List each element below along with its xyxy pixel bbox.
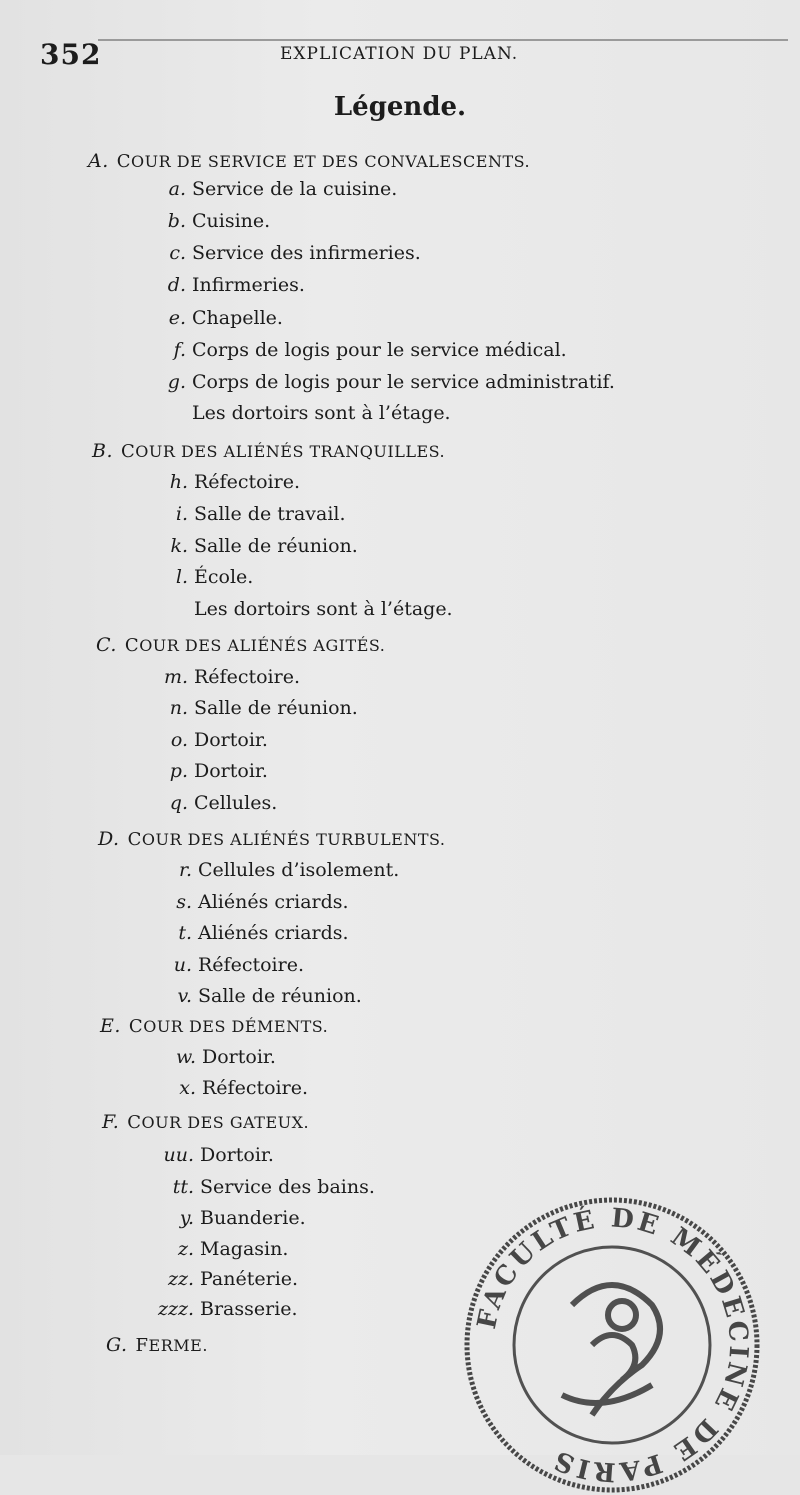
item-letter: a.	[168, 178, 186, 200]
item-letter: b.	[167, 210, 186, 232]
item-letter: uu.	[163, 1144, 194, 1166]
section-title: COUR DES DÉMENTS.	[128, 1016, 329, 1037]
legend-item	[160, 473, 300, 492]
legend-section-a	[88, 152, 530, 171]
section-letter: B.	[92, 440, 114, 462]
item-letter: d.	[167, 274, 186, 296]
item-letter: z.	[177, 1238, 194, 1260]
item-text: Service de la cuisine.	[192, 178, 398, 200]
section-title: COUR DES ALIÉNÉS TURBULENTS.	[127, 829, 446, 850]
legend-item	[158, 276, 305, 295]
item-text: Réfectoire.	[194, 471, 300, 493]
section-letter: C.	[96, 634, 117, 656]
item-letter: g.	[167, 371, 186, 393]
item-letter: h.	[169, 471, 188, 493]
legend-item	[160, 600, 453, 619]
item-letter: t.	[178, 922, 192, 944]
header-rule	[98, 39, 788, 41]
legend-item	[158, 404, 451, 423]
item-text: Panéterie.	[200, 1268, 299, 1290]
section-letter: A.	[88, 150, 109, 172]
legend-item	[158, 373, 615, 392]
item-text: Salle de travail.	[194, 503, 346, 525]
item-text: Dortoir.	[200, 1144, 274, 1166]
legend-section-g	[106, 1336, 208, 1355]
item-letter: i.	[175, 503, 188, 525]
item-letter: zz.	[167, 1268, 194, 1290]
item-letter: n.	[169, 697, 188, 719]
legend-item	[160, 505, 346, 524]
legend-item	[160, 794, 277, 813]
legend-item	[166, 1048, 276, 1067]
item-text: Corps de logis pour le service administratif.	[192, 371, 615, 393]
legend-section-d	[98, 830, 445, 849]
item-text: Cuisine.	[192, 210, 271, 232]
item-letter: v.	[177, 985, 192, 1007]
item-letter: r.	[178, 859, 192, 881]
legend-section-e	[100, 1017, 328, 1036]
legend-item	[160, 537, 358, 556]
legend-item	[158, 1209, 306, 1228]
legend-item	[160, 699, 358, 718]
item-text: Corps de logis pour le service médical.	[192, 339, 567, 361]
legend-section-f	[102, 1113, 309, 1132]
item-text: Service des bains.	[200, 1176, 375, 1198]
item-letter: tt.	[172, 1176, 194, 1198]
item-letter: c.	[169, 242, 186, 264]
legend-item	[158, 180, 397, 199]
page-header	[40, 38, 780, 78]
legend-item	[158, 309, 283, 328]
item-text: Chapelle.	[192, 307, 283, 329]
section-letter: D.	[98, 828, 120, 850]
item-text: Aliénés criards.	[198, 922, 349, 944]
item-text: Magasin.	[200, 1238, 289, 1260]
legend-item	[158, 1240, 288, 1259]
item-text: Les dortoirs sont à l’étage.	[192, 402, 451, 424]
legend-item	[158, 341, 567, 360]
item-letter: o.	[170, 729, 188, 751]
legend-item	[164, 924, 349, 943]
item-text: Dortoir.	[194, 760, 268, 782]
item-text: Dortoir.	[194, 729, 268, 751]
item-text: Buanderie.	[200, 1207, 306, 1229]
legend-item	[166, 1079, 308, 1098]
legend-item	[164, 956, 304, 975]
section-letter: E.	[100, 1015, 121, 1037]
item-letter: u.	[173, 954, 192, 976]
legend-heading: Légende.	[333, 92, 467, 122]
library-stamp-icon	[462, 1195, 762, 1495]
item-text: Réfectoire.	[202, 1077, 308, 1099]
legend-section-b	[92, 442, 445, 461]
item-text: Salle de réunion.	[194, 535, 358, 557]
item-letter: f.	[173, 339, 186, 361]
item-letter: m.	[163, 666, 188, 688]
legend-item	[160, 731, 268, 750]
section-letter: F.	[102, 1111, 120, 1133]
item-text: Cellules.	[194, 792, 278, 814]
running-title: EXPLICATION DU PLAN.	[280, 44, 519, 64]
legend-item	[164, 861, 399, 880]
legend-item	[158, 1270, 298, 1289]
item-letter: e.	[168, 307, 186, 329]
legend-item	[158, 244, 421, 263]
item-text: Les dortoirs sont à l’étage.	[194, 598, 453, 620]
item-text: Aliénés criards.	[198, 891, 349, 913]
item-letter: s.	[176, 891, 192, 913]
item-text: Cellules d’isolement.	[198, 859, 400, 881]
legend-item	[164, 893, 349, 912]
item-letter: zzz.	[158, 1298, 195, 1320]
legend-item	[164, 987, 362, 1006]
section-title: COUR DES GATEUX.	[127, 1112, 310, 1133]
legend-item	[158, 1300, 298, 1319]
item-text: Réfectoire.	[198, 954, 304, 976]
legend-item	[158, 1146, 274, 1165]
section-title: COUR DES ALIÉNÉS AGITÉS.	[124, 635, 386, 656]
section-title: COUR DES ALIÉNÉS TRANQUILLES.	[121, 441, 446, 462]
item-letter: y.	[179, 1207, 194, 1229]
item-text: Brasserie.	[200, 1298, 298, 1320]
section-letter: G.	[106, 1334, 128, 1356]
item-text: École.	[194, 566, 254, 588]
stamp-text: FACULTÉ DE MÉDECINE DE PARIS	[472, 1203, 754, 1487]
item-letter: x.	[179, 1077, 196, 1099]
item-letter: p.	[169, 760, 188, 782]
item-letter: w.	[175, 1046, 196, 1068]
legend-item	[160, 762, 268, 781]
legend-item	[158, 1178, 375, 1197]
legend-item	[160, 568, 253, 587]
section-title: FERME.	[135, 1335, 208, 1356]
legend-section-c	[96, 636, 385, 655]
item-text: Infirmeries.	[192, 274, 305, 296]
item-text: Dortoir.	[202, 1046, 276, 1068]
item-letter: l.	[175, 566, 188, 588]
item-letter: k.	[170, 535, 188, 557]
legend-item	[158, 212, 270, 231]
item-text: Réfectoire.	[194, 666, 300, 688]
legend-item	[160, 668, 300, 687]
item-text: Salle de réunion.	[194, 697, 358, 719]
item-letter: q.	[169, 792, 188, 814]
page-number: 352	[40, 38, 102, 71]
item-text: Salle de réunion.	[198, 985, 362, 1007]
item-text: Service des infirmeries.	[192, 242, 421, 264]
section-title: COUR DE SERVICE ET DES CONVALESCENTS.	[116, 151, 531, 172]
